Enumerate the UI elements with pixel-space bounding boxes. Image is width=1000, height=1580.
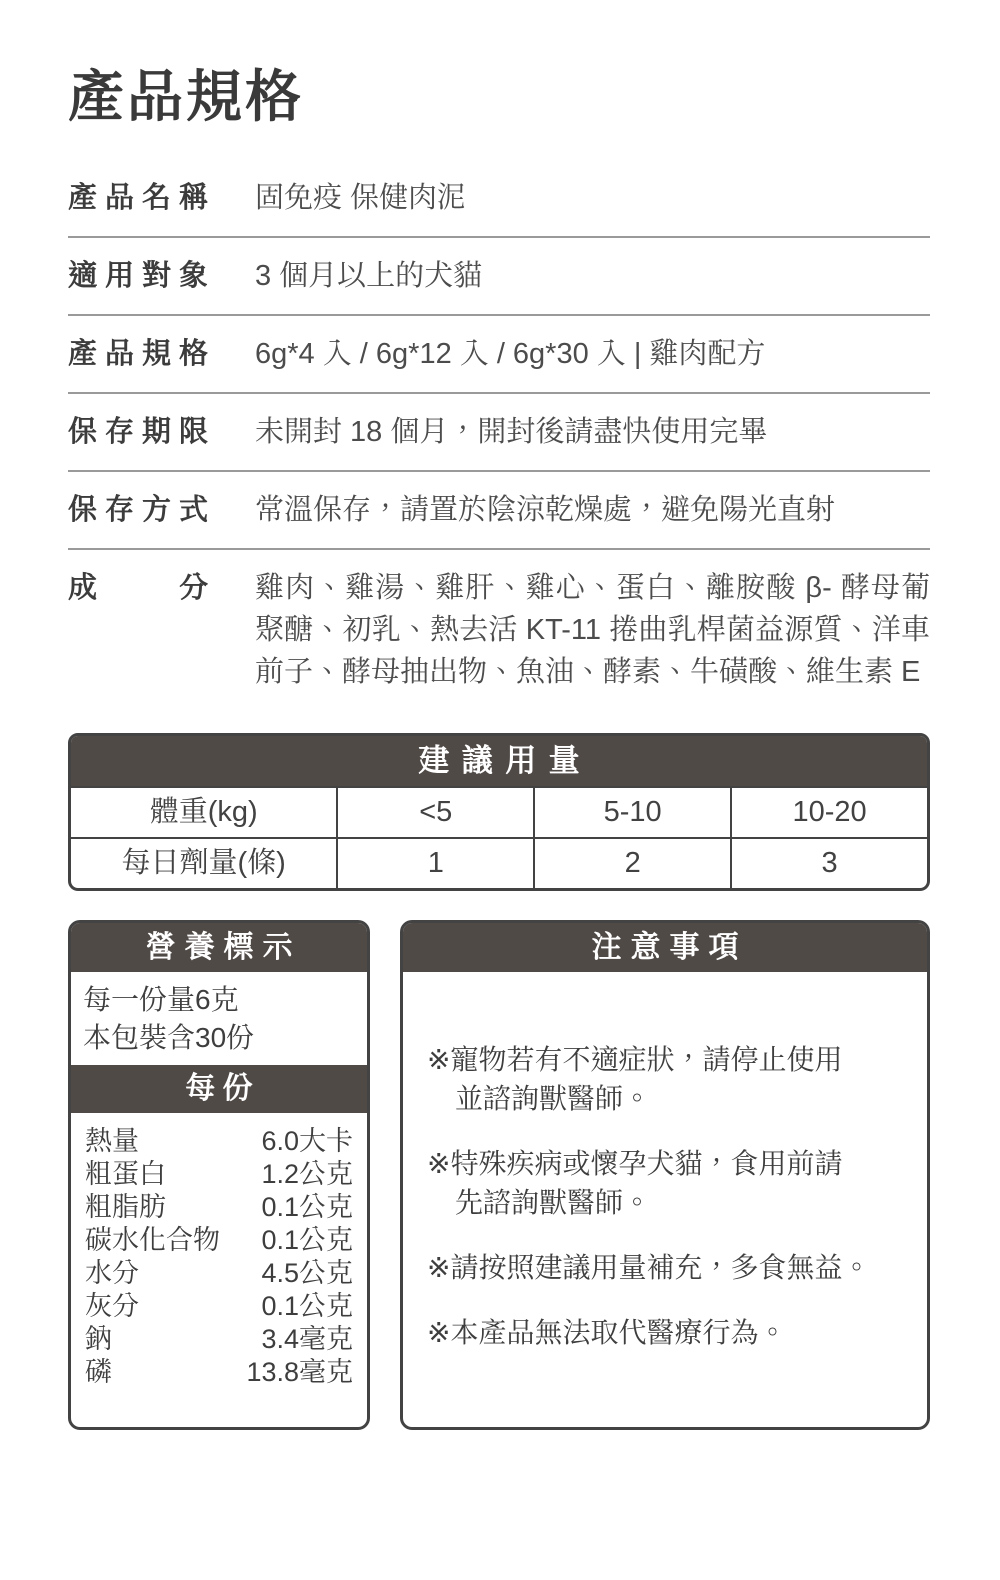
notice-line: ※特殊疾病或懷孕犬貓，食用前請 — [427, 1148, 843, 1179]
notices-list — [403, 972, 927, 1352]
spec-value: 固免疫 保健肉泥 — [255, 182, 467, 214]
notice-item — [427, 1144, 907, 1222]
spec-row-product-name — [68, 160, 930, 238]
nutrition-row — [85, 1191, 353, 1224]
nutrient-value: 1.2公克 — [261, 1159, 353, 1189]
nutrient-label: 粗脂肪 — [85, 1192, 166, 1222]
nutrition-row — [85, 1158, 353, 1191]
servings-per-pack: 本包裝含30份 — [83, 1022, 255, 1053]
nutrition-row — [85, 1125, 353, 1158]
nutrient-label: 鈉 — [85, 1324, 112, 1354]
dosage-table — [68, 733, 930, 891]
nutrition-row — [85, 1323, 353, 1356]
dosage-row-label: 體重(kg) — [71, 786, 336, 837]
nutrient-value: 3.4毫克 — [261, 1324, 353, 1354]
notice-line: ※本產品無法取代醫療行為。 — [427, 1317, 787, 1348]
dosage-cell: 10-20 — [730, 786, 927, 837]
spec-value: 6g*4 入 / 6g*12 入 / 6g*30 入 | 雞肉配方 — [255, 338, 766, 370]
nutrition-box — [68, 920, 370, 1430]
notices-title: 注意事項 — [403, 923, 927, 972]
nutrient-label: 水分 — [85, 1258, 139, 1288]
serving-info — [71, 972, 367, 1065]
dosage-cell: <5 — [336, 786, 533, 837]
per-serving-band: 每份 — [71, 1065, 367, 1113]
spec-row-storage — [68, 472, 930, 550]
spec-label: 適用對象 — [68, 260, 208, 292]
dosage-row-label: 每日劑量(條) — [71, 837, 336, 888]
page-title: 產品規格 — [68, 65, 304, 128]
notice-item — [427, 1248, 907, 1287]
nutrition-row — [85, 1290, 353, 1323]
spec-value: 常溫保存，請置於陰涼乾燥處，避免陽光直射 — [255, 494, 836, 526]
notice-item — [427, 1040, 907, 1118]
serving-size: 每一份量6克 — [83, 984, 239, 1015]
notice-line: ※寵物若有不適症狀，請停止使用 — [427, 1044, 843, 1075]
nutrient-value: 4.5公克 — [261, 1258, 353, 1288]
dosage-cell: 1 — [336, 837, 533, 888]
nutrient-value: 0.1公克 — [261, 1291, 353, 1321]
nutrient-label: 碳水化合物 — [85, 1225, 220, 1255]
notice-item — [427, 1313, 907, 1352]
notice-line: ※請按照建議用量補充，多食無益。 — [427, 1252, 871, 1283]
spec-label: 產品規格 — [68, 338, 208, 370]
nutrient-label: 灰分 — [85, 1291, 139, 1321]
notice-line: 並諮詢獸醫師。 — [455, 1083, 652, 1114]
nutrition-list — [71, 1113, 367, 1389]
nutrient-label: 粗蛋白 — [85, 1159, 166, 1189]
notices-box — [400, 920, 930, 1430]
dosage-table-title: 建議用量 — [71, 736, 927, 786]
dosage-cell: 5-10 — [533, 786, 730, 837]
dosage-weight-row — [71, 786, 927, 837]
nutrient-value: 0.1公克 — [261, 1225, 353, 1255]
spec-label: 產品名稱 — [68, 182, 208, 214]
nutrient-value: 13.8毫克 — [246, 1357, 353, 1387]
spec-row-ingredients — [68, 550, 930, 693]
dosage-cell: 3 — [730, 837, 927, 888]
spec-row-shelf-life — [68, 394, 930, 472]
nutrition-title: 營養標示 — [71, 923, 367, 972]
spec-value: 雞肉、雞湯、雞肝、雞心、蛋白、離胺酸 β- 酵母葡聚醣、初乳、熱去活 KT-11 捲曲乳桿菌益源質、洋車前子、酵母抽出物、魚油、酵素、牛磺酸、維生素 E — [255, 572, 930, 688]
spec-value: 未開封 18 個月，開封後請盡快使用完畢 — [255, 416, 768, 448]
spec-label: 保存方式 — [68, 494, 208, 526]
dosage-cell: 2 — [533, 837, 730, 888]
spec-row-target — [68, 238, 930, 316]
nutrition-row — [85, 1257, 353, 1290]
spec-list — [68, 160, 930, 693]
spec-value: 3 個月以上的犬貓 — [255, 260, 483, 292]
nutrient-label: 磷 — [85, 1357, 112, 1387]
info-boxes — [68, 920, 930, 1430]
spec-row-spec — [68, 316, 930, 394]
spec-label: 保存期限 — [68, 416, 208, 448]
notice-line: 先諮詢獸醫師。 — [455, 1187, 652, 1218]
nutrient-value: 6.0大卡 — [261, 1126, 353, 1156]
dosage-daily-row — [71, 837, 927, 888]
nutrient-label: 熱量 — [85, 1126, 139, 1156]
nutrient-value: 0.1公克 — [261, 1192, 353, 1222]
spec-label: 成分 — [68, 572, 208, 604]
nutrition-row — [85, 1356, 353, 1389]
nutrition-row — [85, 1224, 353, 1257]
